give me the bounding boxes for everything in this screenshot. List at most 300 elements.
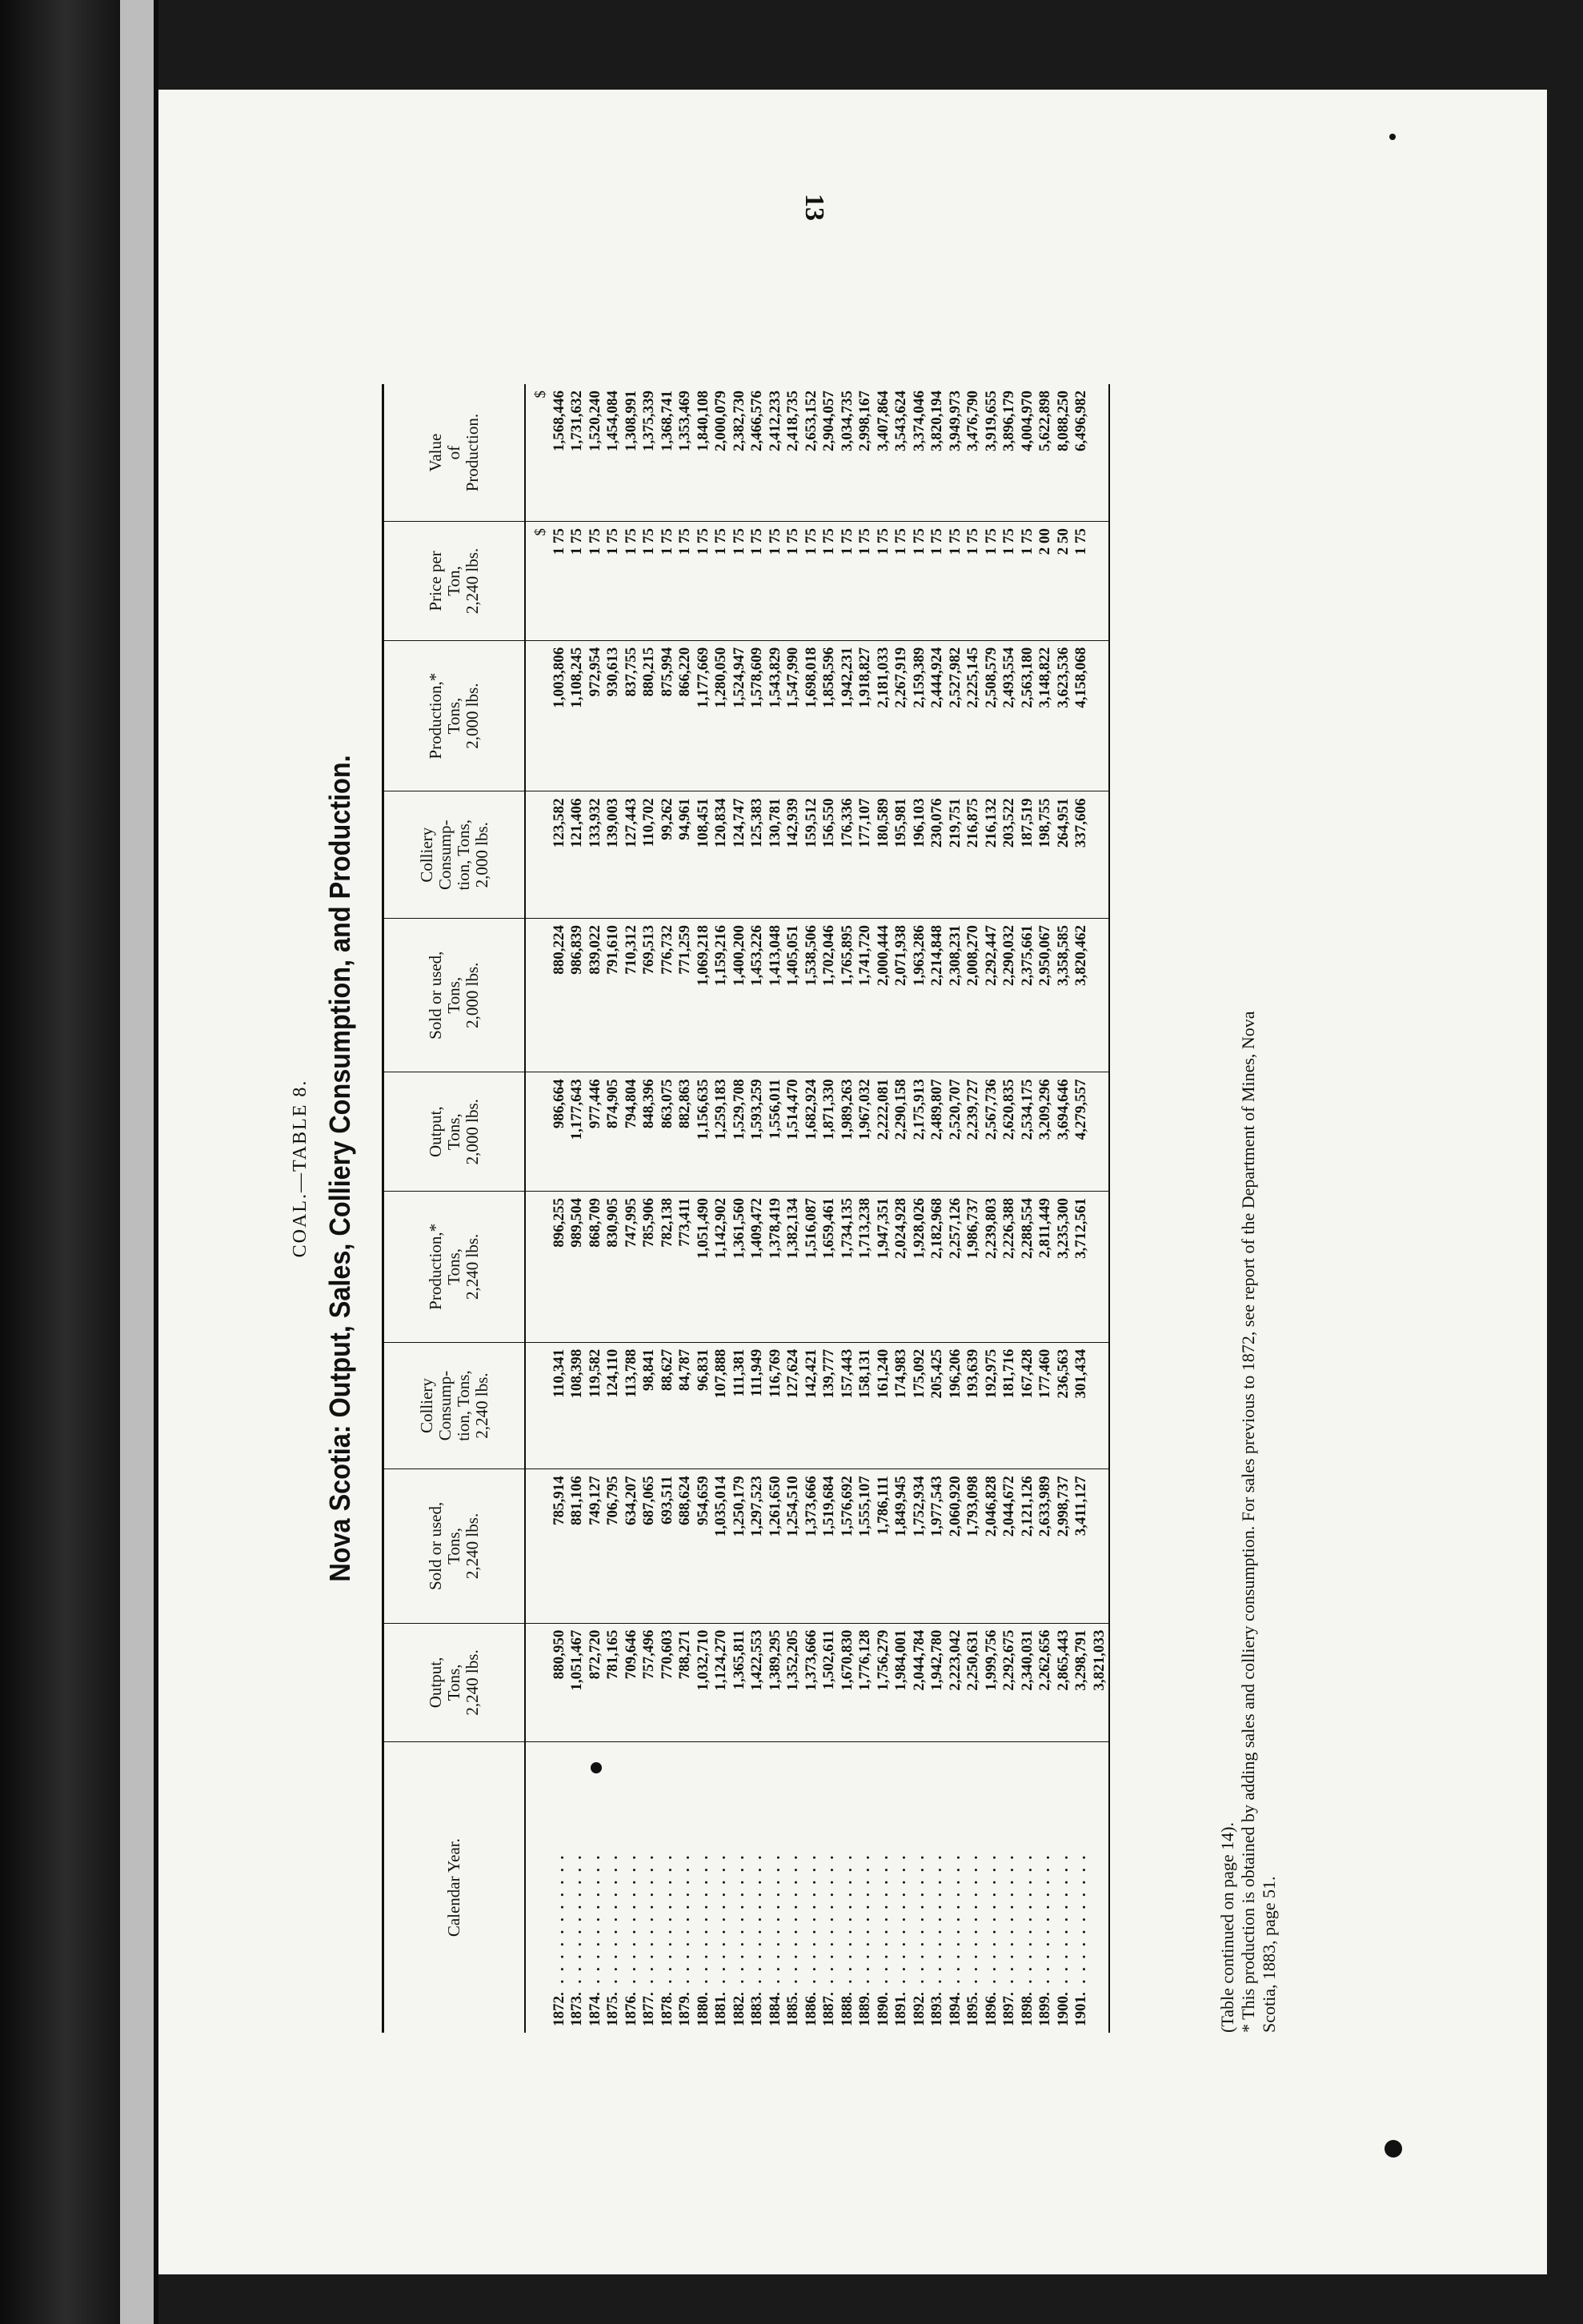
prod1-text: 1,142,902 — [712, 1198, 729, 1260]
value-cell — [623, 1072, 641, 1192]
value-cell — [928, 1342, 947, 1469]
value-cell — [1000, 522, 1019, 641]
coll1-text: 192,975 — [982, 1348, 1000, 1399]
value-cell — [803, 1342, 821, 1469]
value-cell — [676, 1623, 695, 1742]
value-cell — [803, 1192, 821, 1343]
value-cell — [983, 640, 1001, 791]
price-text: 1 75 — [640, 528, 657, 555]
year-cell — [695, 1742, 713, 2033]
coll2-text: 99,262 — [658, 798, 675, 840]
coll1-text: 157,443 — [838, 1348, 856, 1399]
value-cell — [659, 640, 677, 791]
value-cell — [767, 1192, 785, 1343]
value-cell — [604, 1623, 623, 1742]
year-cell — [748, 1742, 767, 2033]
unit-cell — [525, 1072, 551, 1192]
coll1-text: 107,888 — [712, 1348, 729, 1399]
column-header — [383, 522, 526, 641]
value-cell — [820, 919, 839, 1072]
out2-text: 1,682,924 — [802, 1079, 820, 1140]
prod2-text: 1,942,231 — [838, 647, 856, 708]
value-cell — [839, 384, 857, 522]
value-cell — [587, 640, 605, 791]
value-cell — [964, 522, 983, 641]
book-spine — [120, 0, 158, 2324]
value-cell — [604, 640, 623, 791]
table-label: COAL.—TABLE 8. — [290, 1079, 311, 1258]
price-text: 1 75 — [892, 528, 909, 555]
coll2-text: 187,519 — [1018, 798, 1036, 848]
value-cell — [623, 919, 641, 1072]
value-cell — [964, 1342, 983, 1469]
out2-text: 1,156,635 — [694, 1079, 711, 1140]
value-cell — [875, 1342, 893, 1469]
value-cell — [839, 1623, 857, 1742]
value-cell — [1000, 640, 1019, 791]
coll2-text: 219,751 — [946, 798, 964, 848]
value-cell — [1000, 1623, 1019, 1742]
dot-leader: . . . . . . . . . . . . — [1018, 1853, 1036, 1996]
value-cell — [820, 522, 839, 641]
value-cell — [784, 384, 803, 522]
out1-text: 1,365,811 — [730, 1629, 747, 1690]
unit-cell — [525, 1192, 551, 1343]
sold2-text: 2,000,444 — [874, 925, 892, 987]
price-text: 2 50 — [1054, 528, 1072, 555]
value-cell — [964, 1469, 983, 1623]
value-cell — [911, 640, 929, 791]
year-text: 1883 — [748, 1996, 765, 2026]
value-cell — [767, 919, 785, 1072]
coll1-text: 177,460 — [1036, 1348, 1053, 1399]
value-cell — [911, 1623, 929, 1742]
value-cell — [892, 522, 911, 641]
value-cell — [1000, 1469, 1019, 1623]
out1-text: 1,032,710 — [694, 1629, 711, 1691]
sold2-text: 1,159,216 — [712, 925, 729, 987]
value-text: 1,840,108 — [694, 391, 711, 451]
dot-leader: . . . . . . . . . . . . — [1054, 1853, 1072, 1996]
value-cell — [551, 1623, 569, 1742]
value-cell — [568, 1469, 587, 1623]
value-cell — [1036, 1192, 1055, 1343]
value-cell — [784, 1623, 803, 1742]
table-row — [659, 384, 677, 2033]
value-cell — [820, 1469, 839, 1623]
value-cell — [892, 1342, 911, 1469]
value-cell — [1036, 1469, 1055, 1623]
value-cell — [892, 640, 911, 791]
value-cell — [947, 919, 965, 1072]
out2-text: 1,871,330 — [820, 1079, 837, 1140]
value-cell — [640, 384, 659, 522]
prod1-text: 868,709 — [586, 1198, 603, 1248]
value-cell — [640, 1623, 659, 1742]
coll1-text: 84,787 — [676, 1348, 693, 1391]
book-binding-shadow — [0, 0, 120, 2324]
prod1-text: 1,659,461 — [820, 1198, 837, 1260]
price-text: 1 75 — [964, 528, 981, 555]
price-text: 1 75 — [676, 528, 693, 555]
value-cell — [803, 640, 821, 791]
out2-text: 3,209,296 — [1036, 1079, 1053, 1140]
sold2-text: 710,312 — [622, 925, 639, 975]
value-cell — [1072, 640, 1091, 791]
prod1-text: 785,906 — [640, 1198, 657, 1248]
value-cell — [875, 384, 893, 522]
sold2-text: 771,259 — [676, 925, 693, 975]
value-cell — [964, 1072, 983, 1192]
out1-text: 1,352,205 — [784, 1629, 801, 1691]
value-cell — [623, 522, 641, 641]
value-cell — [712, 1342, 731, 1469]
value-cell — [1019, 1072, 1037, 1192]
coll2-text: 130,781 — [766, 798, 783, 848]
value-cell — [911, 791, 929, 919]
dot-leader: . . . . . . . . . . . . — [910, 1853, 928, 1996]
value-cell — [695, 640, 713, 791]
value-text: 4,004,970 — [1018, 391, 1036, 451]
coll1-text: 196,206 — [946, 1348, 964, 1399]
year-text: 1890 — [874, 1996, 892, 2026]
out2-text: 986,664 — [550, 1079, 567, 1129]
value-cell — [964, 1192, 983, 1343]
column-header — [383, 1469, 526, 1623]
price-text: 1 75 — [550, 528, 567, 555]
column-header — [383, 919, 526, 1072]
prod2-text: 930,613 — [604, 647, 621, 697]
sold1-text: 706,795 — [604, 1476, 621, 1525]
out1-text: 788,271 — [676, 1629, 693, 1680]
value-cell — [803, 791, 821, 919]
price-text: 1 75 — [730, 528, 747, 555]
ink-speck — [1385, 2140, 1402, 2158]
prod2-text: 1,578,609 — [748, 647, 765, 708]
price-text: 1 75 — [712, 528, 729, 555]
price-text: 1 75 — [928, 528, 945, 555]
value-cell — [947, 1072, 965, 1192]
value-cell — [731, 1192, 749, 1343]
sold1-text: 1,297,523 — [748, 1476, 765, 1537]
value-cell — [676, 1342, 695, 1469]
value-cell — [803, 1072, 821, 1192]
value-cell — [551, 1072, 569, 1192]
prod2-text: 837,755 — [622, 647, 639, 697]
year-text: 1879 — [676, 1996, 693, 2026]
year-text: 1896 — [982, 1996, 1000, 2026]
prod1-text: 2,226,388 — [1000, 1198, 1017, 1260]
coll2-text: 180,589 — [874, 798, 892, 848]
year-text: 1885 — [784, 1996, 801, 2026]
value-cell — [712, 1192, 731, 1343]
coll2-text: 216,875 — [964, 798, 981, 848]
value-cell — [676, 1072, 695, 1192]
sold2-text: 1,405,051 — [784, 925, 801, 987]
coll1-text: 116,769 — [766, 1348, 783, 1398]
out1-text: 3,298,791 — [1072, 1629, 1089, 1691]
prod2-text: 2,493,554 — [1000, 647, 1017, 708]
value-text: 3,374,046 — [910, 391, 928, 451]
out2-text: 863,075 — [658, 1079, 675, 1129]
value-cell — [1091, 1342, 1110, 1469]
value-text: 3,034,735 — [838, 391, 856, 451]
column-header-label: Production,* Tons, 2,000 lbs. — [426, 672, 482, 759]
value-cell — [892, 791, 911, 919]
value-text: 2,382,730 — [730, 391, 747, 451]
value-cell — [623, 1469, 641, 1623]
sold2-text: 2,950,067 — [1036, 925, 1053, 987]
prod1-text: 1,516,087 — [802, 1198, 820, 1260]
price-unit: $ — [525, 522, 551, 641]
value-cell — [803, 1469, 821, 1623]
value-cell — [1036, 919, 1055, 1072]
out1-text: 1,984,001 — [892, 1629, 909, 1691]
coll2-text: 125,383 — [748, 798, 765, 848]
value-cell — [695, 791, 713, 919]
coll1-text: 111,949 — [748, 1348, 765, 1397]
out2-text: 2,290,158 — [892, 1079, 909, 1140]
value-cell — [676, 1469, 695, 1623]
sold2-text: 2,375,661 — [1018, 925, 1036, 987]
coll2-text: 216,132 — [982, 798, 1000, 848]
coll2-text: 94,961 — [676, 798, 693, 840]
value-cell — [659, 791, 677, 919]
prod1-text: 2,239,803 — [982, 1198, 1000, 1260]
out1-text: 781,165 — [604, 1629, 621, 1680]
coll1-text: 96,831 — [694, 1348, 711, 1391]
unit-cell — [525, 919, 551, 1072]
unit-cell — [525, 1623, 551, 1742]
value-cell — [928, 1623, 947, 1742]
sold1-text: 3,411,127 — [1072, 1476, 1089, 1537]
value-cell — [767, 791, 785, 919]
dot-leader: . . . . . . . . . . . . — [856, 1853, 873, 1996]
year-text: 1875 — [604, 1996, 621, 2026]
prod2-text: 866,220 — [676, 647, 693, 697]
out2-text: 1,177,643 — [568, 1079, 585, 1140]
value-cell — [784, 522, 803, 641]
value-cell — [731, 1072, 749, 1192]
value-cell — [947, 791, 965, 919]
prod1-text: 2,024,928 — [892, 1198, 909, 1260]
year-text: 1895 — [964, 1996, 981, 2026]
price-text: 1 75 — [748, 528, 765, 555]
table-row — [983, 384, 1001, 2033]
prod1-text: 1,409,472 — [748, 1198, 765, 1260]
price-text: 1 75 — [820, 528, 837, 555]
value-cell — [1036, 384, 1055, 522]
out2-text: 848,396 — [640, 1079, 657, 1129]
value-cell — [839, 522, 857, 641]
value-cell — [1072, 1192, 1091, 1343]
value-cell — [695, 384, 713, 522]
value-cell — [928, 1192, 947, 1343]
out1-text: 1,373,666 — [802, 1629, 820, 1691]
sold1-text: 749,127 — [586, 1476, 603, 1525]
sold1-text: 1,752,934 — [910, 1476, 928, 1537]
out1-text: 1,422,553 — [748, 1629, 765, 1691]
value-cell — [1072, 384, 1091, 522]
value-cell — [695, 1192, 713, 1343]
value-cell — [748, 1192, 767, 1343]
out2-text: 977,446 — [586, 1079, 603, 1129]
value-cell — [1000, 1342, 1019, 1469]
value-cell — [1019, 384, 1037, 522]
value-cell — [676, 791, 695, 919]
out1-text: 1,124,270 — [712, 1629, 729, 1691]
out1-text: 2,292,675 — [1000, 1629, 1017, 1691]
value-cell — [1019, 1192, 1037, 1343]
table-body — [525, 384, 1109, 2033]
prod1-text: 896,255 — [550, 1198, 567, 1248]
value-cell — [712, 791, 731, 919]
value-cell — [892, 919, 911, 1072]
table-row — [820, 384, 839, 2033]
value-cell — [1019, 640, 1037, 791]
prod1-text: 773,411 — [676, 1198, 693, 1247]
value-cell — [640, 1469, 659, 1623]
value-cell — [1072, 791, 1091, 919]
out1-text: 2,044,784 — [910, 1629, 928, 1691]
sold1-text: 1,576,692 — [838, 1476, 856, 1537]
table-row — [892, 384, 911, 2033]
value-cell — [856, 1469, 875, 1623]
dot-leader: . . . . . . . . . . . . — [766, 1853, 783, 1996]
table-row — [1055, 384, 1073, 2033]
out1-text: 1,502,611 — [820, 1629, 837, 1690]
value-cell — [1091, 791, 1110, 919]
year-cell — [875, 1742, 893, 2033]
sold1-text: 1,250,179 — [730, 1476, 747, 1537]
year-cell — [1055, 1742, 1073, 2033]
value-cell — [676, 919, 695, 1072]
column-header — [383, 1623, 526, 1742]
value-cell — [695, 1469, 713, 1623]
prod2-text: 1,524,947 — [730, 647, 747, 708]
table-row — [731, 384, 749, 2033]
coll2-text: 196,103 — [910, 798, 928, 848]
year-cell — [604, 1742, 623, 2033]
value-text: 1,353,469 — [676, 391, 693, 451]
year-cell — [1072, 1742, 1091, 2033]
out1-text: 709,646 — [622, 1629, 639, 1680]
footnotes — [1217, 384, 1280, 2033]
value-cell — [731, 791, 749, 919]
value-cell — [983, 1469, 1001, 1623]
table-row — [839, 384, 857, 2033]
coll2-text: 203,522 — [1000, 798, 1017, 848]
column-header — [383, 791, 526, 919]
prod1-text: 1,986,737 — [964, 1198, 981, 1260]
value-cell — [1055, 791, 1073, 919]
out2-text: 1,514,470 — [784, 1079, 801, 1140]
dot-leader: . . . . . . . . . . . . — [676, 1853, 693, 1996]
year-cell — [587, 1742, 605, 2033]
ink-speck — [1389, 134, 1396, 140]
value-cell — [551, 384, 569, 522]
value-cell — [712, 1072, 731, 1192]
value-cell — [1072, 1072, 1091, 1192]
coll2-text: 127,443 — [622, 798, 639, 848]
value-cell — [1019, 1623, 1037, 1742]
value-cell — [640, 522, 659, 641]
year-cell — [947, 1742, 965, 2033]
value-cell — [640, 919, 659, 1072]
sold2-text: 1,741,720 — [856, 925, 873, 987]
value-cell — [1091, 1623, 1110, 1742]
coll2-text: 159,512 — [802, 798, 820, 848]
value-cell — [964, 791, 983, 919]
value-cell — [731, 1469, 749, 1623]
table-row — [803, 384, 821, 2033]
value-cell — [983, 1623, 1001, 1742]
prod2-text: 1,177,669 — [694, 647, 711, 708]
value-cell — [623, 791, 641, 919]
value-cell — [964, 640, 983, 791]
year-cell — [1091, 1742, 1110, 2033]
value-cell — [568, 384, 587, 522]
value-cell — [659, 919, 677, 1072]
value-cell — [640, 640, 659, 791]
dot-leader: . . . . . . . . . . . . — [640, 1853, 657, 1996]
value-cell — [1072, 1342, 1091, 1469]
sold2-text: 3,820,462 — [1072, 925, 1089, 987]
prod1-text: 782,138 — [658, 1198, 675, 1248]
value-cell — [1091, 1469, 1110, 1623]
value-cell — [983, 1192, 1001, 1343]
out1-text: 2,865,443 — [1054, 1629, 1072, 1691]
value-cell — [875, 791, 893, 919]
value-cell — [604, 1072, 623, 1192]
coll2-text: 177,107 — [856, 798, 873, 848]
prod2-text: 2,508,579 — [982, 647, 1000, 708]
year-text: 1901 — [1072, 1996, 1089, 2026]
value-cell — [659, 1072, 677, 1192]
value-cell — [892, 1192, 911, 1343]
dot-leader: . . . . . . . . . . . . — [982, 1853, 1000, 1996]
value-cell — [568, 1192, 587, 1343]
prod2-text: 875,994 — [658, 647, 675, 697]
prod1-text: 1,382,134 — [784, 1198, 801, 1260]
sold1-text: 1,254,510 — [784, 1476, 801, 1537]
dot-leader: . . . . . . . . . . . . — [892, 1853, 909, 1996]
value-cell — [1036, 640, 1055, 791]
prod1-text: 2,288,554 — [1018, 1198, 1036, 1260]
price-text: 1 75 — [1000, 528, 1017, 555]
value-cell — [604, 791, 623, 919]
out2-text: 794,804 — [622, 1079, 639, 1129]
value-cell — [623, 640, 641, 791]
sold2-text: 2,214,848 — [928, 925, 945, 987]
value-cell — [784, 1192, 803, 1343]
sold2-text: 2,290,032 — [1000, 925, 1017, 987]
value-cell — [928, 522, 947, 641]
sold2-text: 776,732 — [658, 925, 675, 975]
value-cell — [820, 1342, 839, 1469]
year-cell — [623, 1742, 641, 2033]
coll1-text: 110,341 — [550, 1348, 567, 1398]
coll1-text: 158,131 — [856, 1348, 873, 1399]
sold1-text: 1,849,945 — [892, 1476, 909, 1537]
value-cell — [659, 522, 677, 641]
dot-leader: . . . . . . . . . . . . — [712, 1853, 729, 1996]
value-cell — [748, 919, 767, 1072]
value-cell — [1019, 1342, 1037, 1469]
value-cell — [803, 1623, 821, 1742]
sold1-text: 954,659 — [694, 1476, 711, 1525]
column-header — [383, 1072, 526, 1192]
